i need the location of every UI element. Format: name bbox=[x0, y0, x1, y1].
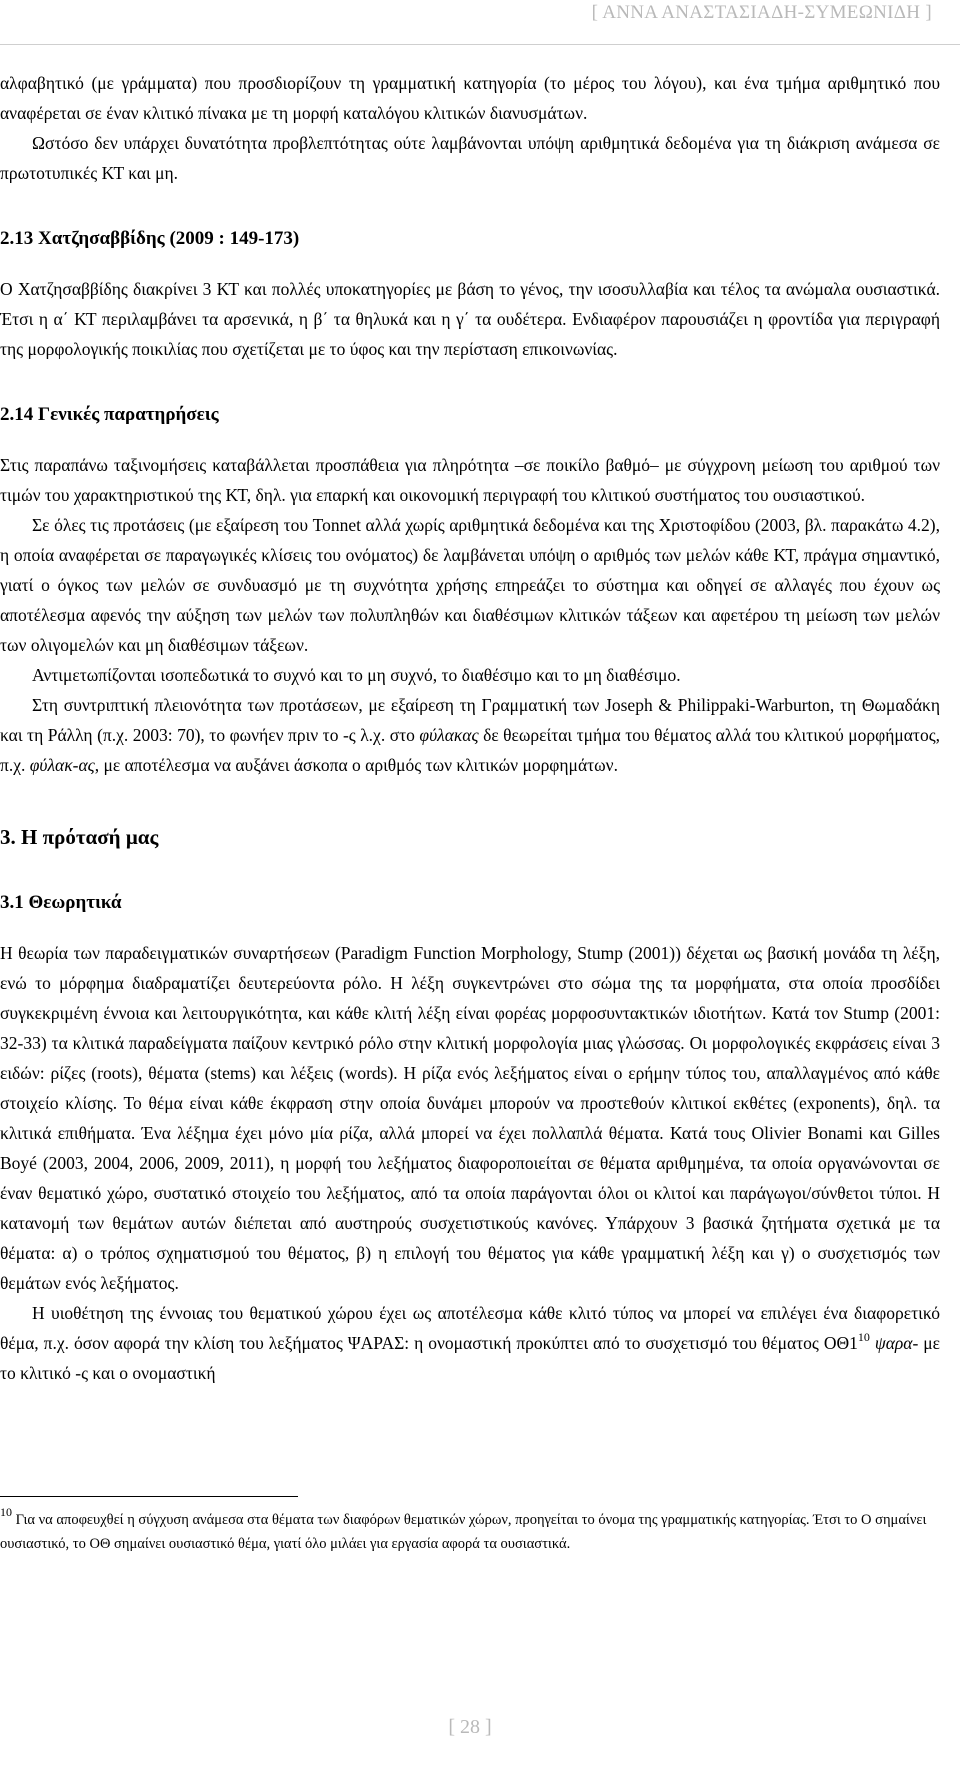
text-run: , με αποτέλεσμα να αυξάνει άσκοπα ο αριθμός των κλιτικών μορφημάτων. bbox=[94, 755, 618, 775]
section-heading-2-14: 2.14 Γενικές παρατηρήσεις bbox=[0, 404, 219, 425]
italic-term: ψαρα- bbox=[874, 1333, 919, 1353]
text-run: Η υιοθέτηση της έννοιας του θεματικού χώρου έχει ως αποτέλεσμα κάθε κλιτό τύπος να μπορεί να επιλέγει ένα διαφορετικό θέμα, π.χ. όσον αφορά την κλίση του λεξήματος ΨΑΡΑΣ: η ονομαστική προκύπτει από το συσχετισμό του θέματος ΟΘ1 bbox=[0, 1303, 940, 1353]
paragraph: Ο Χατζησαββίδης διακρίνει 3 ΚΤ και πολλές υποκατηγορίες με βάση το γένος, την ισοσυλλαβία και τέλος τα ανώμαλα ουσιαστικά. Έτσι η α΄ ΚΤ περιλαμβάνει τα αρσενικά, η β΄ τα θηλυκά και η γ΄ τα ουδέτερα. Ενδιαφέρον παρουσιάζει η φροντίδα για περιγραφή της μορφολογικής ποικιλίας που σχετίζεται με το ύφος και την περίσταση επικοινωνίας. bbox=[0, 279, 940, 359]
footnote bbox=[0, 1505, 940, 1556]
paragraph: Σε όλες τις προτάσεις (με εξαίρεση του Tonnet αλλά χωρίς αριθμητικά δεδομένα και της Χριστοφίδου (2003, βλ. παρακάτω 4.2), η οποία αναφέρεται σε παραγωγικές κλίσεις του ονόματος) δε λαμβάνεται υπόψη ο αριθμός των μελών κάθε ΚΤ, πράγμα σημαντικό, γιατί ο όγκος των μελών σε συνδυασμό με τη συχνότητα χρήσης επηρεάζει το σύστημα και οδηγεί σε αλλαγές που έχουν ως αποτέλεσμα αφενός την αύξηση των μελών των πολυπληθών και διαθέσιμων κλιτικών τάξεων και αφετέρου τη μείωση των μελών των ολιγομελών και μη διαθέσιμων τάξεων. bbox=[0, 515, 940, 655]
page-number: [ 28 ] bbox=[448, 1716, 492, 1738]
header-rule bbox=[0, 44, 960, 45]
italic-term: φύλακ-ας bbox=[29, 755, 95, 775]
paragraph bbox=[0, 1298, 940, 1388]
paragraph: αλφαβητικό (με γράμματα) που προσδιορίζουν τη γραμματική κατηγορία (το μέρος του λόγου), και ένα τμήμα αριθμητικό που αναφέρεται σε έναν κλιτικό πίνακα με τη μορφή καταλόγου κλιτικών διανυσμάτων. bbox=[0, 73, 940, 123]
text-run: με το κλιτικό -ς και ο ονομαστική bbox=[0, 1333, 941, 1383]
footnote-number: 10 bbox=[0, 1505, 12, 1519]
paragraph bbox=[0, 690, 940, 780]
paragraph: Αντιμετωπίζονται ισοπεδωτικά το συχνό και το μη συχνό, το διαθέσιμο και το μη διαθέσιμο. bbox=[32, 665, 681, 685]
section-heading-3-1: 3.1 Θεωρητικά bbox=[0, 892, 122, 913]
paragraph: Ωστόσο δεν υπάρχει δυνατότητα προβλεπτότητας ούτε λαμβάνονται υπόψη αριθμητικά δεδομένα για τη διάκριση ανάμεσα σε πρωτοτυπικές ΚΤ και μη. bbox=[0, 133, 940, 183]
italic-term: φύλακας bbox=[419, 725, 479, 745]
paragraph: Στις παραπάνω ταξινομήσεις καταβάλλεται προσπάθεια για πληρότητα –σε ποικίλο βαθμό– με σύγχρονη μείωση του αριθμού των τιμών του χαρακτηριστικού της ΚΤ, δηλ. για επαρκή και οικονομική περιγραφή του κλιτικού συστήματος του ουσιαστικού. bbox=[0, 455, 940, 505]
text-run: δε θεωρείται τμήμα του θέματος αλλά του κλιτικού μορφήματος, π.χ. bbox=[0, 725, 941, 775]
page-body bbox=[0, 68, 940, 1388]
running-header: [ ΑΝΝΑ ΑΝΑΣΤΑΣΙΑΔΗ-ΣΥΜΕΩΝΙΔΗ ] bbox=[591, 2, 932, 23]
paragraph: Η θεωρία των παραδειγματικών συναρτήσεων (Paradigm Function Morphology, Stump (2001)) δέχεται ως βασική μονάδα τη λέξη, ενώ το μόρφημα διαδραματίζει δευτερεύοντα ρόλο. Η λέξη συγκεντρώνει στο σώμα της τα μορφήματα, στα οποία προσδίδει συγκεκριμένη έννοια και λειτουργικότητα, και κάθε κλιτή λέξη είναι φορέας μορφοσυντακτικών ιδιοτήτων. Κατά τον Stump (2001: 32-33) τα κλιτικά παραδείγματα παίζουν κεντρικό ρόλο στην κλιτική μορφολογία μιας γλώσσας. Οι μορφολογικές εκφράσεις είναι 3 ειδών: ρίζες (roots), θέματα (stems) και λέξεις (words). Η ρίζα ενός λεξήματος είναι ο ερήμην τύπος του, απαλλαγμένος από κάθε στοιχείο κλίσης. Το θέμα είναι κάθε έκφραση στην οποία δυνάμει μπορούν να προστεθούν κλιτικοί εκθέτες (exponents), δηλ. τα κλιτικά επιθήματα. Ένα λέξημα έχει μόνο μία ρίζα, αλλά μπορεί να έχει πολλαπλά θέματα. Κατά τους Olivier Bonami και Gilles Boyé (2003, 2004, 2006, 2009, 2011), η μορφή του λεξήματος διαφοροποιείται σε θέματα αριθμημένα, τα οποία οργανώνονται σε έναν θεματικό χώρο, συστατικό στοιχείο του λεξήματος, από τα οποία παράγονται όλοι οι κλιτοί και παράγωγοι/σύνθετοι τύποι. Η κατανομή των θεμάτων αυτών διέπεται από αυστηρούς συσχετιστικούς κανόνες. Υπάρχουν 3 βασικά ζητήματα σχετικά με τα θέματα: α) ο τρόπος σχηματισμού του θέματος, β) η επιλογή του θέματος για κάθε γραμματική λέξη και γ) ο συσχετισμός των θεμάτων ενός λεξήματος. bbox=[0, 943, 940, 1293]
footnote-rule bbox=[0, 1496, 298, 1497]
footnote-ref[interactable]: 10 bbox=[857, 1330, 870, 1344]
chapter-heading-3: 3. Η πρότασή μας bbox=[0, 825, 159, 849]
footnote-text: Για να αποφευχθεί η σύγχυση ανάμεσα στα θέματα των διαφόρων θεματικών χώρων, προηγείται το όνομα της γραμματικής κατηγορίας. Έτσι το Ο σημαίνει ουσιαστικό, το ΟΘ σημαίνει ουσιαστικό θέμα, γιατί όλο μιλάει για εργασία αφορά τα ουσιαστικά. bbox=[0, 1512, 927, 1552]
section-heading-2-13: 2.13 Χατζησαββίδης (2009 : 149-173) bbox=[0, 228, 300, 249]
text-run: Στη συντριπτική πλειονότητα των προτάσεων, με εξαίρεση τη Γραμματική των Joseph & Philippaki-Warburton, τη Θωμαδάκη και τη Ράλλη (π.χ. 2003: 70), το φωνήεν πριν το -ς λ.χ. στο bbox=[0, 695, 940, 745]
